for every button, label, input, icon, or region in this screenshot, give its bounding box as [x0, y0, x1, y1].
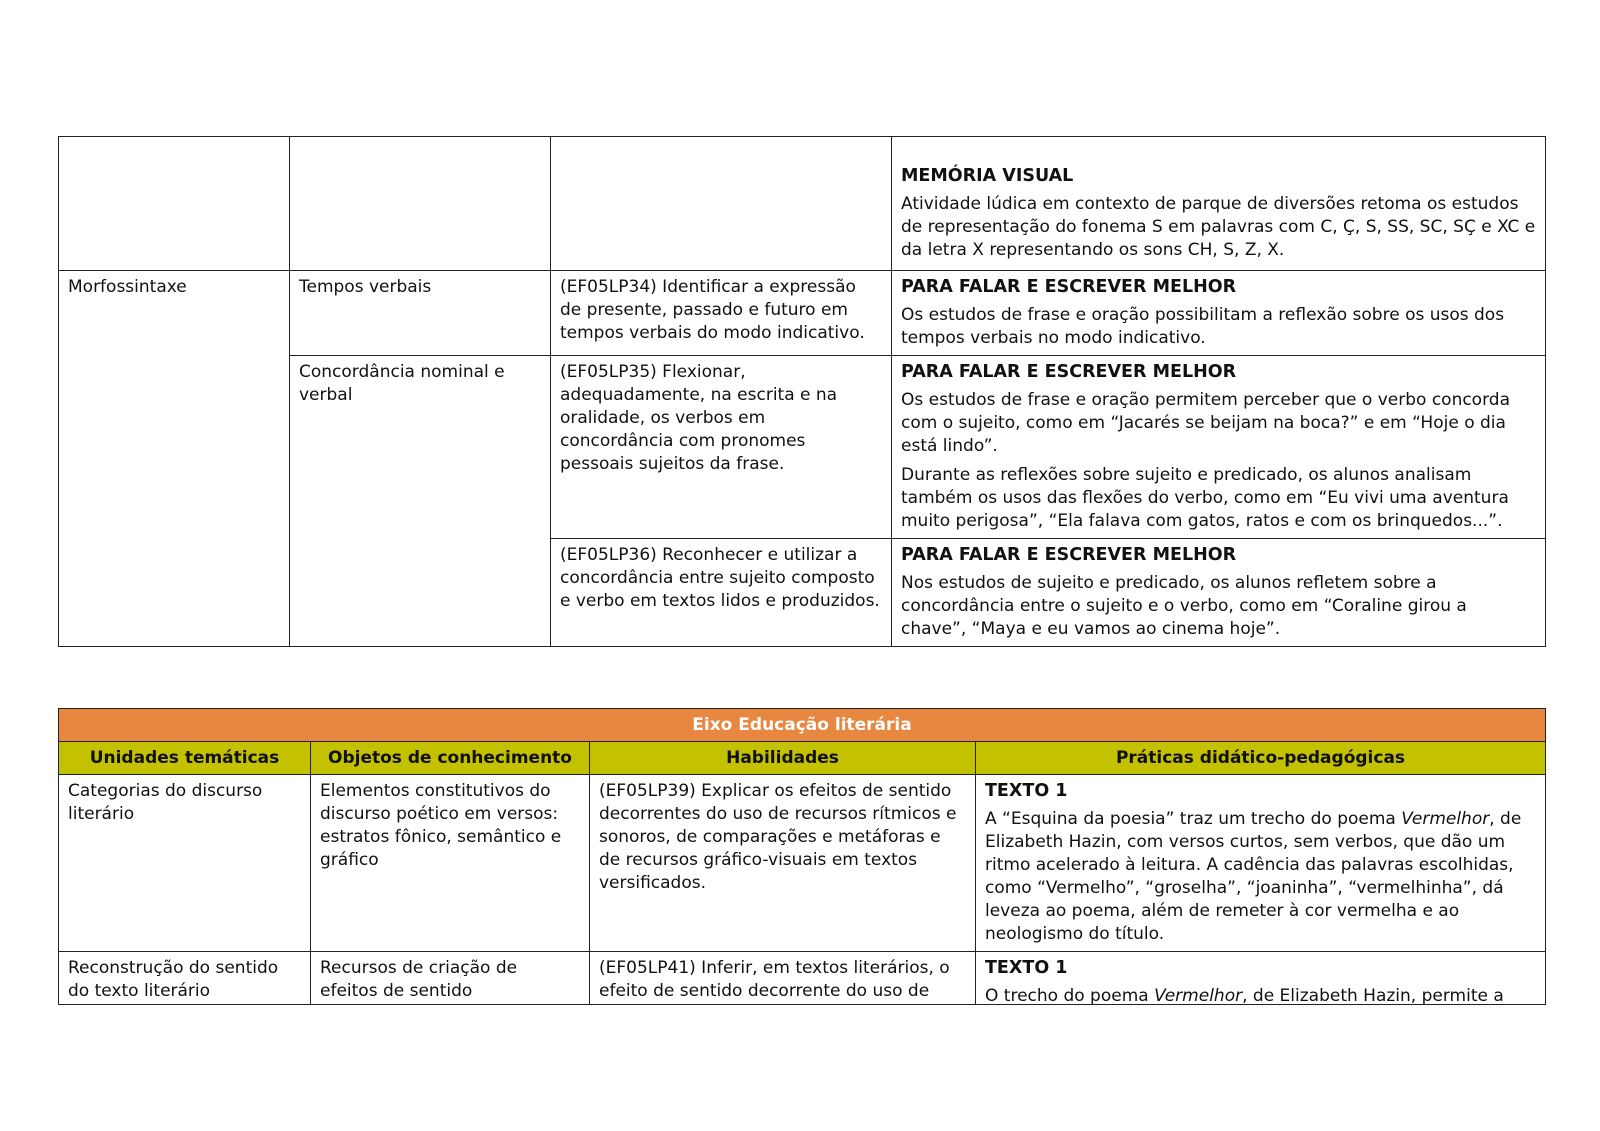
axis-title: Eixo Educação literária	[59, 709, 1546, 742]
skill-cell: (EF05LP36) Reconhecer e utilizar a concordância entre sujeito composto e verbo em textos lidos e produzidos.	[551, 539, 892, 647]
table-row	[59, 952, 1546, 1005]
practice-text	[985, 808, 1536, 946]
skill-cell-empty	[551, 137, 892, 271]
practice-heading: TEXTO 1	[985, 781, 1068, 801]
poem-title: Vermelhor	[1154, 986, 1243, 1004]
practice-text: Os estudos de frase e oração possibilitam a reflexão sobre os usos dos tempos verbais no modo indicativo.	[901, 305, 1505, 348]
column-header-units: Unidades temáticas	[59, 742, 311, 775]
practice-cell	[976, 775, 1546, 952]
practice-text	[985, 985, 1536, 1004]
column-header-practices: Práticas didático-pedagógicas	[976, 742, 1546, 775]
table-row	[59, 775, 1546, 952]
practice-text-end: , de Elizabeth Hazin, permite a	[1242, 986, 1504, 1004]
unit-cell: Morfossintaxe	[59, 271, 290, 647]
object-cell: Concordância nominal e verbal	[290, 356, 551, 647]
skill-cell: (EF05LP39) Explicar os efeitos de sentido decorrentes do uso de recursos rítmicos e sonoros, de comparações e metáforas e de recursos gráfico-visuais em textos versificados.	[590, 775, 976, 952]
practice-cell	[892, 137, 1546, 271]
skill-cell: (EF05LP34) Identificar a expressão de presente, passado e futuro em tempos verbais do modo indicativo.	[551, 271, 892, 356]
table-row	[59, 271, 1546, 356]
axis-title-row	[59, 709, 1546, 742]
table-row	[59, 137, 1546, 271]
object-cell: Tempos verbais	[290, 271, 551, 356]
column-header-objects: Objetos de conhecimento	[311, 742, 590, 775]
unit-cell	[59, 952, 311, 1005]
practice-text-start: O trecho do poema	[985, 986, 1155, 1004]
practice-cell	[892, 271, 1546, 356]
poem-title: Vermelhor	[1401, 809, 1490, 829]
literary-education-table	[58, 708, 1546, 1005]
practice-cell	[892, 356, 1546, 539]
practice-block	[985, 957, 1536, 1004]
practice-text: Nos estudos de sujeito e predicado, os alunos refletem sobre a concordância entre o sujeito e o verbo, como em “Coraline girou a chave”, “Maya e eu vamos ao cinema hoje”.	[901, 573, 1467, 639]
practice-text: Os estudos de frase e oração permitem perceber que o verbo concorda com o sujeito, como em “Jacarés se beijam na boca?” e em “Hoje o dia está lindo”.	[901, 390, 1510, 456]
skills-table-continuation	[58, 136, 1546, 647]
practice-text: Atividade lúdica em contexto de parque de diversões retoma os estudos de representação do fonema S em palavras com C, Ç, S, SS, SC, SÇ e XC e da letra X representando os sons CH, S, Z, X.	[901, 194, 1536, 260]
practice-heading: MEMÓRIA VISUAL	[901, 166, 1074, 186]
practice-heading: PARA FALAR E ESCREVER MELHOR	[901, 362, 1237, 382]
object-cell: Elementos constitutivos do discurso poético em versos: estratos fônico, semântico e gráfico	[311, 775, 590, 952]
practice-cell	[976, 952, 1546, 1005]
skill-cell: (EF05LP35) Flexionar, adequadamente, na escrita e na oralidade, os verbos em concordância com pronomes pessoais sujeitos da frase.	[551, 356, 892, 539]
practice-cell	[892, 539, 1546, 647]
practice-heading: PARA FALAR E ESCREVER MELHOR	[901, 277, 1237, 297]
unit-text: Reconstrução do sentido do texto literário	[68, 958, 279, 1001]
unit-cell-empty	[59, 137, 290, 271]
practice-text-2: Durante as reflexões sobre sujeito e predicado, os alunos analisam também os usos das flexões do verbo, como em “Eu vivi uma aventura muito perigosa”, “Ela falava com gatos, ratos e com os brinquedos...”.	[901, 465, 1509, 531]
skill-cell	[590, 952, 976, 1005]
practice-heading: PARA FALAR E ESCREVER MELHOR	[901, 545, 1237, 565]
practice-text-end: , de Elizabeth Hazin, com versos curtos, sem verbos, que dão um ritmo acelerado à leitura. A cadência das palavras escolhidas, como “Vermelho”, “groselha”, “joaninha”, “vermelhinha”, dá leveza ao poema, além de remeter à cor vermelha e ao neologismo do título.	[985, 809, 1522, 944]
object-text: Recursos de criação de efeitos de sentido	[320, 958, 518, 1001]
unit-cell: Categorias do discurso literário	[59, 775, 311, 952]
object-cell	[311, 952, 590, 1005]
column-header-skills: Habilidades	[590, 742, 976, 775]
object-cell-empty	[290, 137, 551, 271]
practice-heading: TEXTO 1	[985, 958, 1068, 978]
column-header-row	[59, 742, 1546, 775]
skill-text: (EF05LP41) Inferir, em textos literários, o efeito de sentido decorrente do uso de	[599, 958, 950, 1001]
practice-text-start: A “Esquina da poesia” traz um trecho do poema	[985, 809, 1402, 829]
